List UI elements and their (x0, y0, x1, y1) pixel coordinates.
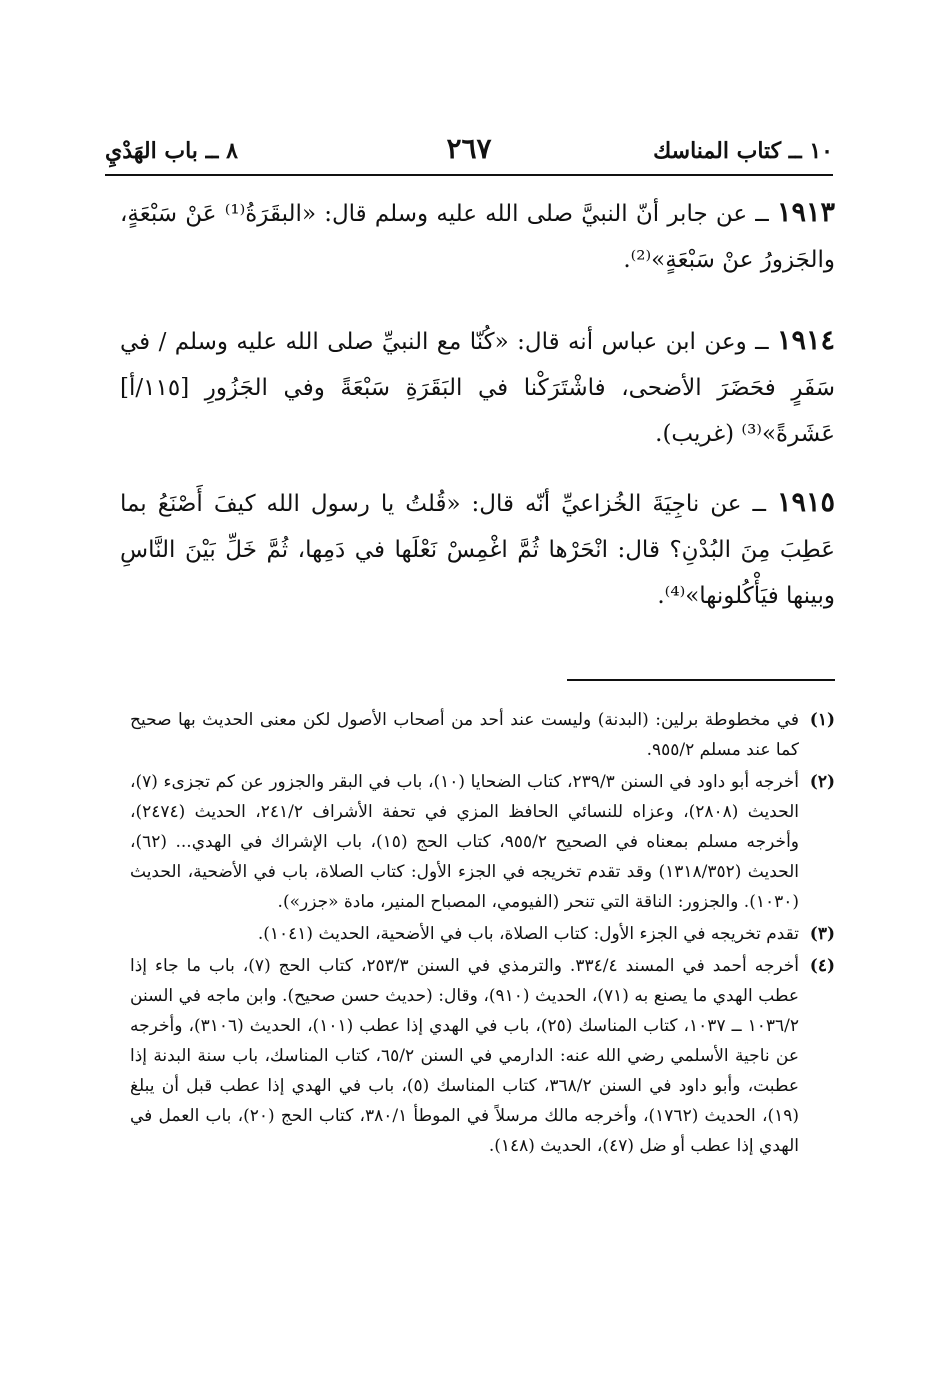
footnote-separator (567, 679, 835, 681)
hadith-1915 (120, 480, 835, 619)
hadith-1914 (120, 318, 835, 457)
footnote-text: تقدم تخريجه في الجزء الأول: كتاب الصلاة، باب في الأضحية، الحديث (١٠٤١). (257, 924, 799, 944)
hadith-number: ١٩١٣ (776, 197, 835, 228)
footnote-1 (130, 705, 835, 765)
hadith-text: ــ عن جابر أنّ النبيَّ صلى الله عليه وسلم قال: «البقَرَةُ⁽¹⁾ عَنْ سَبْعَةٍ، والجَزورُ عنْ سَبْعَةٍ»⁽²⁾. (120, 201, 835, 273)
footnote-mark: (٢) (809, 772, 835, 792)
hadith-1913 (120, 190, 835, 283)
header-rule (105, 174, 833, 176)
footnote-2 (130, 767, 835, 917)
hadith-number: ١٩١٤ (776, 325, 835, 356)
chapter-title: ١٠ ــ كتاب المناسك (653, 138, 833, 164)
section-title: ٨ ــ باب الهَدْيِ (105, 138, 238, 164)
footnote-mark: (١) (809, 710, 835, 730)
hadith-text: ــ عن ناجِيَةَ الخُزاعيِّ أنّه قال: «قُلتُ يا رسول الله كيفَ أَصْنَعُ بما عَطِبَ مِنَ البُدْنِ؟ قال: انْحَرْها ثُمَّ اغْمِسْ نَعْلَها في دَمِها، ثُمَّ خَلِّ بَيْنَ النَّاسِ وبينها فيَأْكُلونها»⁽⁴⁾. (120, 491, 835, 609)
footnote-3 (130, 919, 835, 949)
footnote-text: أخرجه أبو داود في السنن ٢٣٩/٣، كتاب الضحايا (١٠)، باب في البقر والجزور عن كم تجزىء (٧)، الحديث (٢٨٠٨)، وعزاه للنسائي الحافظ المزي في تحفة الأشراف ٢٤١/٢، الحديث (٢٤٧٤)، وأخرجه مسلم بمعناه في الصحيح ٩٥٥/٢، كتاب الحج (١٥)، باب الإشراك في الهدي... (٦٢)، الحديث (١٣١٨/٣٥٢) وقد تقدم تخريجه في الجزء الأول: كتاب الصلاة، باب في الأضحية، الحديث (١٠٣٠). والجزور: الناقة التي تنحر (الفيومي، المصباح المنير، مادة «جزر»). (130, 772, 800, 912)
footnote-mark: (٣) (809, 924, 835, 944)
footnote-4 (130, 951, 835, 1161)
footnotes (130, 705, 835, 1163)
hadith-number: ١٩١٥ (777, 487, 836, 518)
hadith-text: ــ وعن ابن عباس أنه قال: «كُنّا مع النبيِّ صلى الله عليه وسلم / في سَفَرٍ فحَضَرَ الأضحى، فاشْتَرَكْنا في البَقَرَةِ سَبْعَةً وفي الجَزُورِ [١١٥/أ] عَشَرةً»⁽³⁾ (غريب). (120, 329, 835, 447)
page-number: ٢٦٧ (446, 132, 492, 165)
footnote-text: أخرجه أحمد في المسند ٣٣٤/٤. والترمذي في السنن ٢٥٣/٣، كتاب الحج (٧)، باب ما جاء إذا عطب الهدي ما يصنع به (٧١)، الحديث (٩١٠)، وقال: (حديث حسن صحيح). وابن ماجه في السنن ١٠٣٦/٢ ــ ١٠٣٧، كتاب المناسك (٢٥)، باب في الهدي إذا عطب (١٠١)، الحديث (٣١٠٦)، وأخرجه عن ناجية الأسلمي رضي الله عنه: الدارمي في السنن ٦٥/٢، كتاب المناسك، باب سنة البدنة إذا عطبت، وأبو داود في السنن ٣٦٨/٢، كتاب المناسك (٥)، باب في الهدي إذا عطب قبل أن يبلغ (١٩)، الحديث (١٧٦٢)، وأخرجه مالك مرسلاً في الموطأ ٣٨٠/١، كتاب الحج (٢٠)، باب العمل في الهدي إذا عطب أو ضل (٤٧)، الحديث (١٤٨). (130, 956, 800, 1156)
running-header (105, 132, 833, 174)
footnote-mark: (٤) (809, 956, 835, 976)
footnote-text: في مخطوطة برلين: (البدنة) وليست عند أحد من أصحاب الأصول لكن معنى الحديث بها صحيح كما عند مسلم ٩٥٥/٢. (130, 710, 799, 760)
